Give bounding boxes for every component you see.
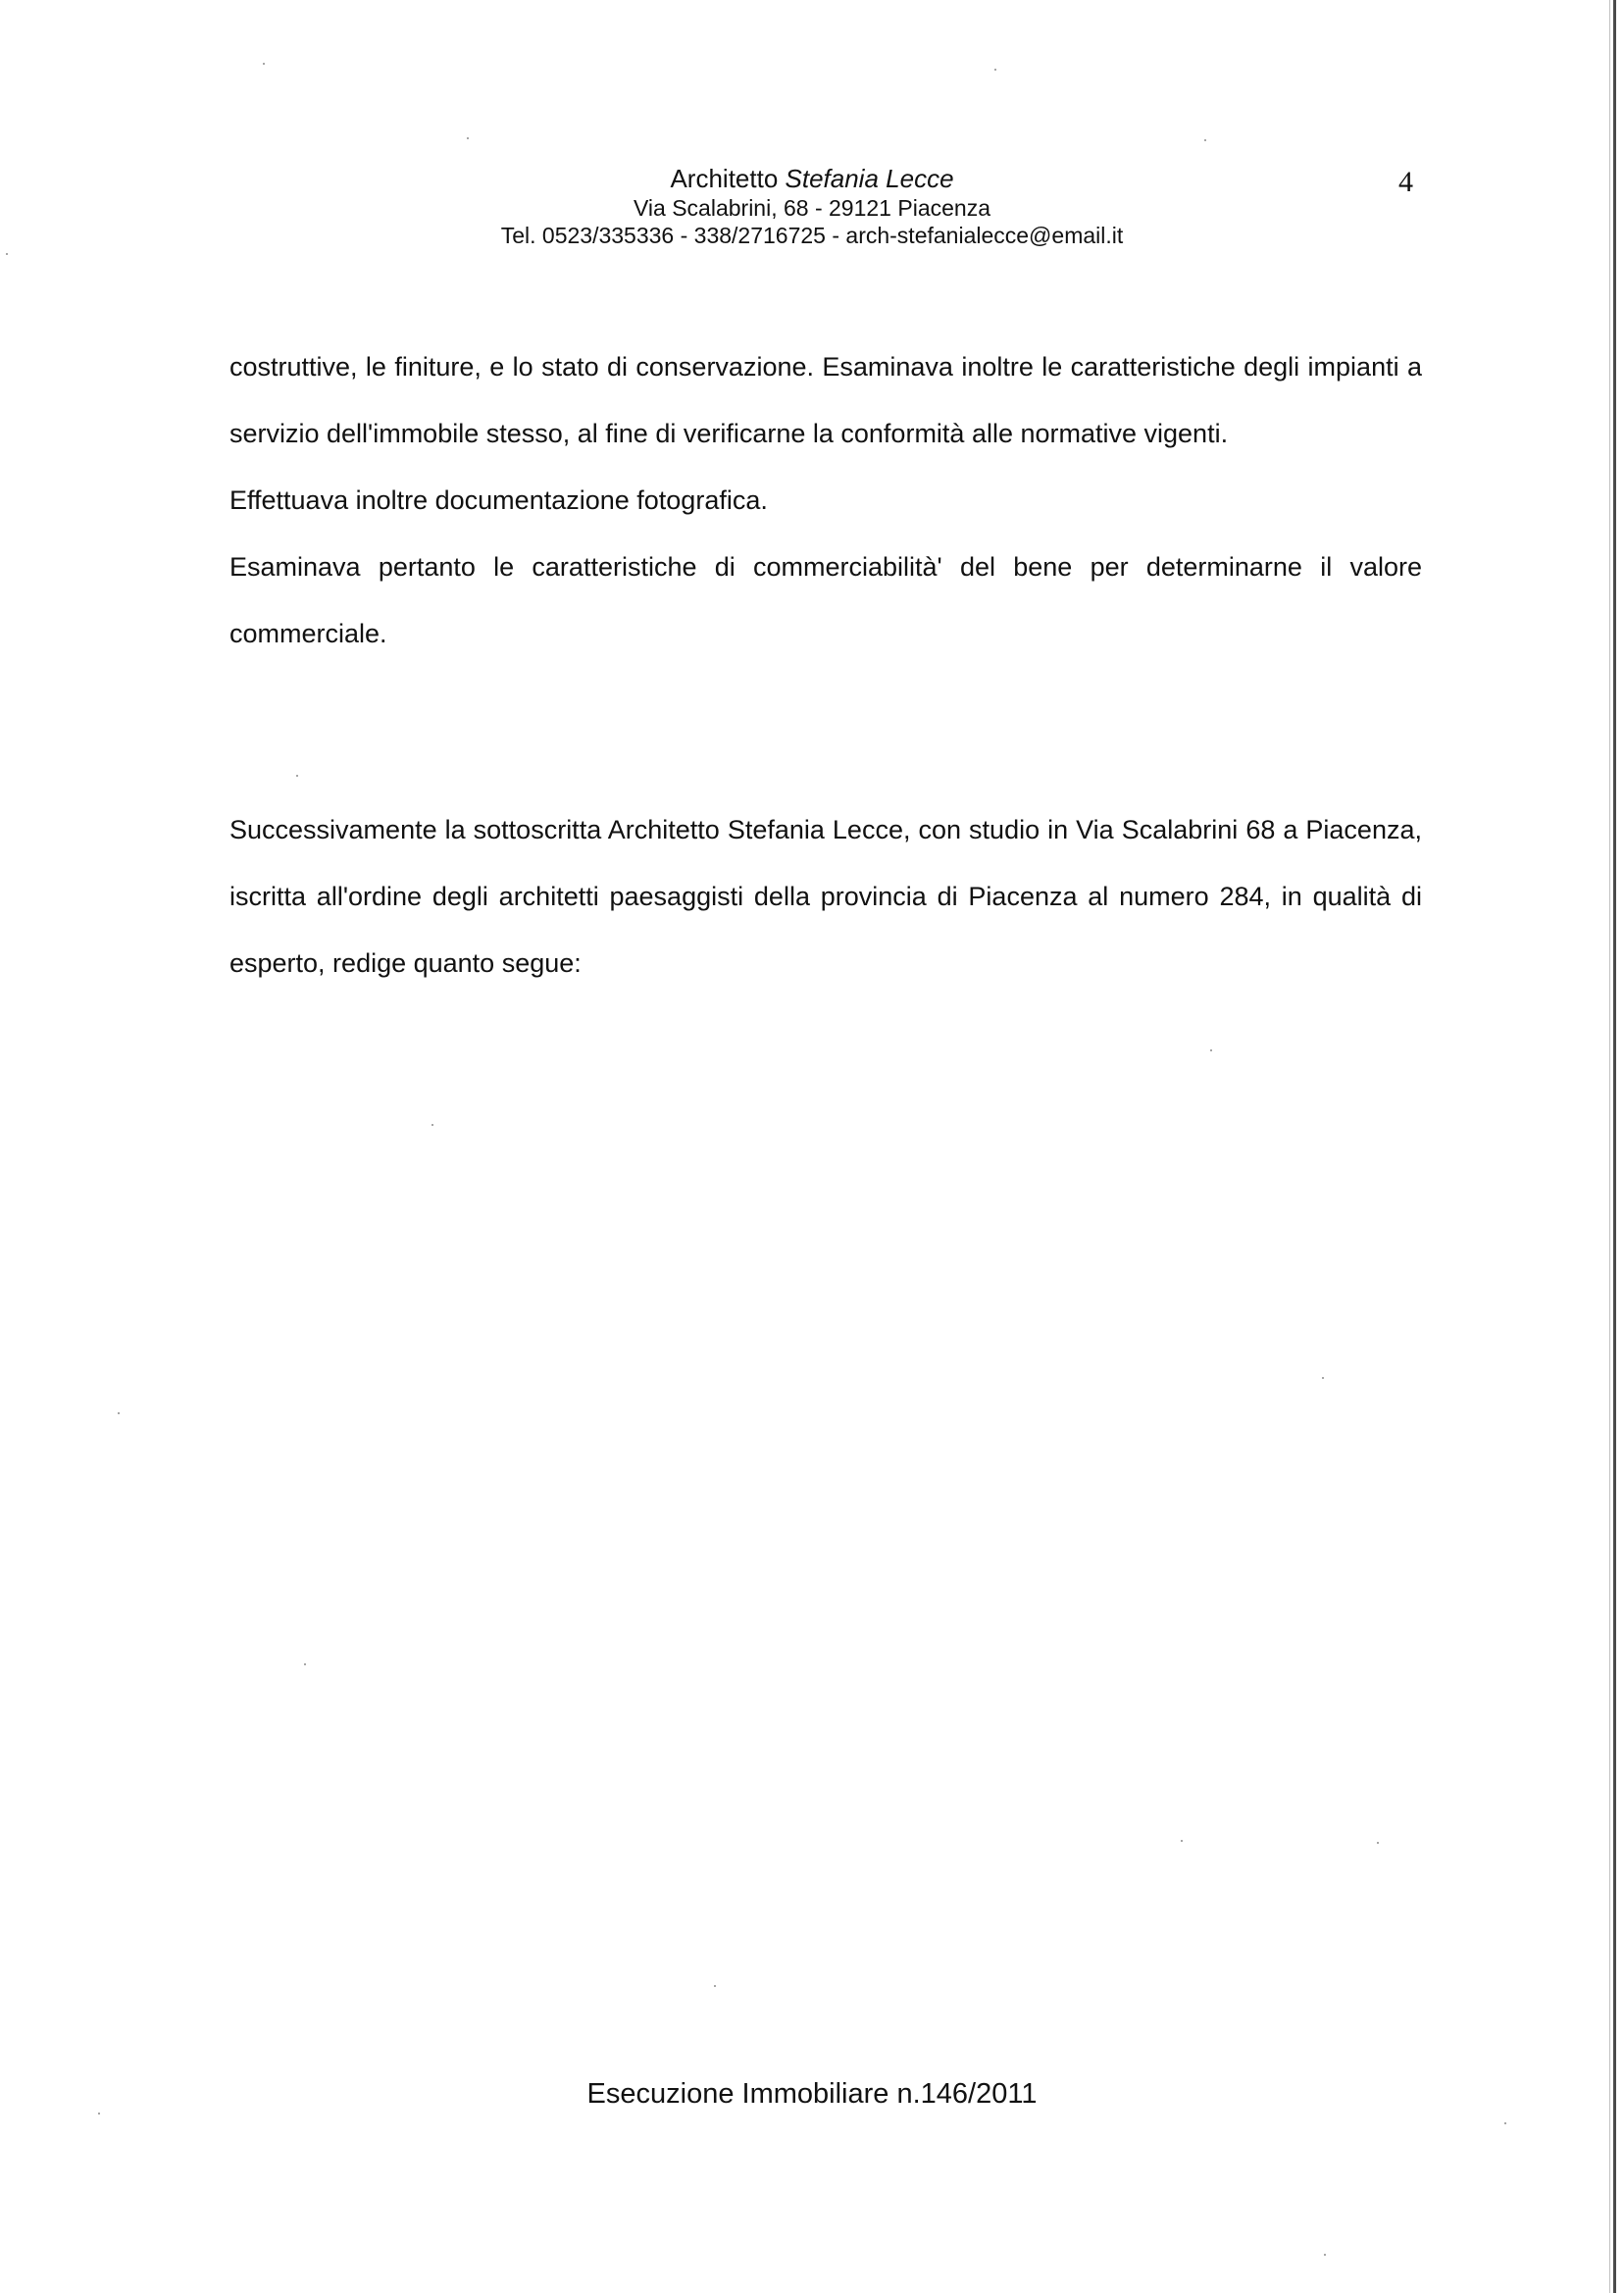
scan-speck [714, 1985, 716, 1987]
scan-speck [994, 69, 996, 71]
scan-speck [304, 1663, 306, 1665]
scan-speck [1377, 1842, 1379, 1844]
scan-speck [467, 137, 469, 139]
scan-speck [98, 2113, 100, 2115]
paragraph-commerciabilita: Esaminava pertanto le caratteristiche di commerciabilità' del bene per determinarne il valore commerciale. [229, 552, 1422, 648]
body-block-2 [229, 796, 1422, 996]
letterhead-title [0, 163, 1624, 194]
scan-speck [1204, 139, 1206, 141]
scan-speck [1324, 2254, 1326, 2256]
scan-speck [6, 253, 8, 255]
scan-speck [1210, 1049, 1212, 1051]
scan-speck [431, 1124, 433, 1126]
scan-speck [118, 1412, 120, 1414]
body-block-1 [229, 333, 1422, 667]
paragraph-impianti: costruttive, le finiture, e lo stato di conservazione. Esaminava inoltre le caratteristiche degli impianti a servizio dell'immobile stesso, al fine di verificarne la conformità alle normative vigenti. [229, 352, 1422, 448]
scan-edge-line [1613, 0, 1616, 2293]
letterhead-address: Via Scalabrini, 68 - 29121 Piacenza [634, 195, 990, 221]
scan-speck [296, 775, 298, 777]
letterhead-architect-name: Stefania Lecce [785, 164, 954, 193]
letterhead-title-prefix: Architetto [670, 164, 779, 193]
page-footer: Esecuzione Immobiliare n.146/2011 [586, 2078, 1038, 2110]
letterhead [0, 163, 1624, 249]
scan-speck [263, 63, 265, 65]
scan-speck [1181, 1840, 1183, 1842]
scan-edge-shadow [1609, 0, 1610, 2293]
paragraph-documentazione: Effettuava inoltre documentazione fotografica. [229, 485, 768, 515]
scan-speck [1504, 2122, 1506, 2124]
letterhead-contacts: Tel. 0523/335336 - 338/2716725 - arch-stefanialecce@email.it [500, 223, 1124, 248]
paragraph-successivamente: Successivamente la sottoscritta Architetto Stefania Lecce, con studio in Via Scalabrini 68 a Piacenza, iscritta all'ordine degli architetti paesaggisti della provincia di Piacenza al numero 284, in qualità di esperto, redige quanto segue: [229, 815, 1422, 978]
page-number: 4 [1398, 166, 1413, 198]
scan-speck [1322, 1377, 1324, 1379]
